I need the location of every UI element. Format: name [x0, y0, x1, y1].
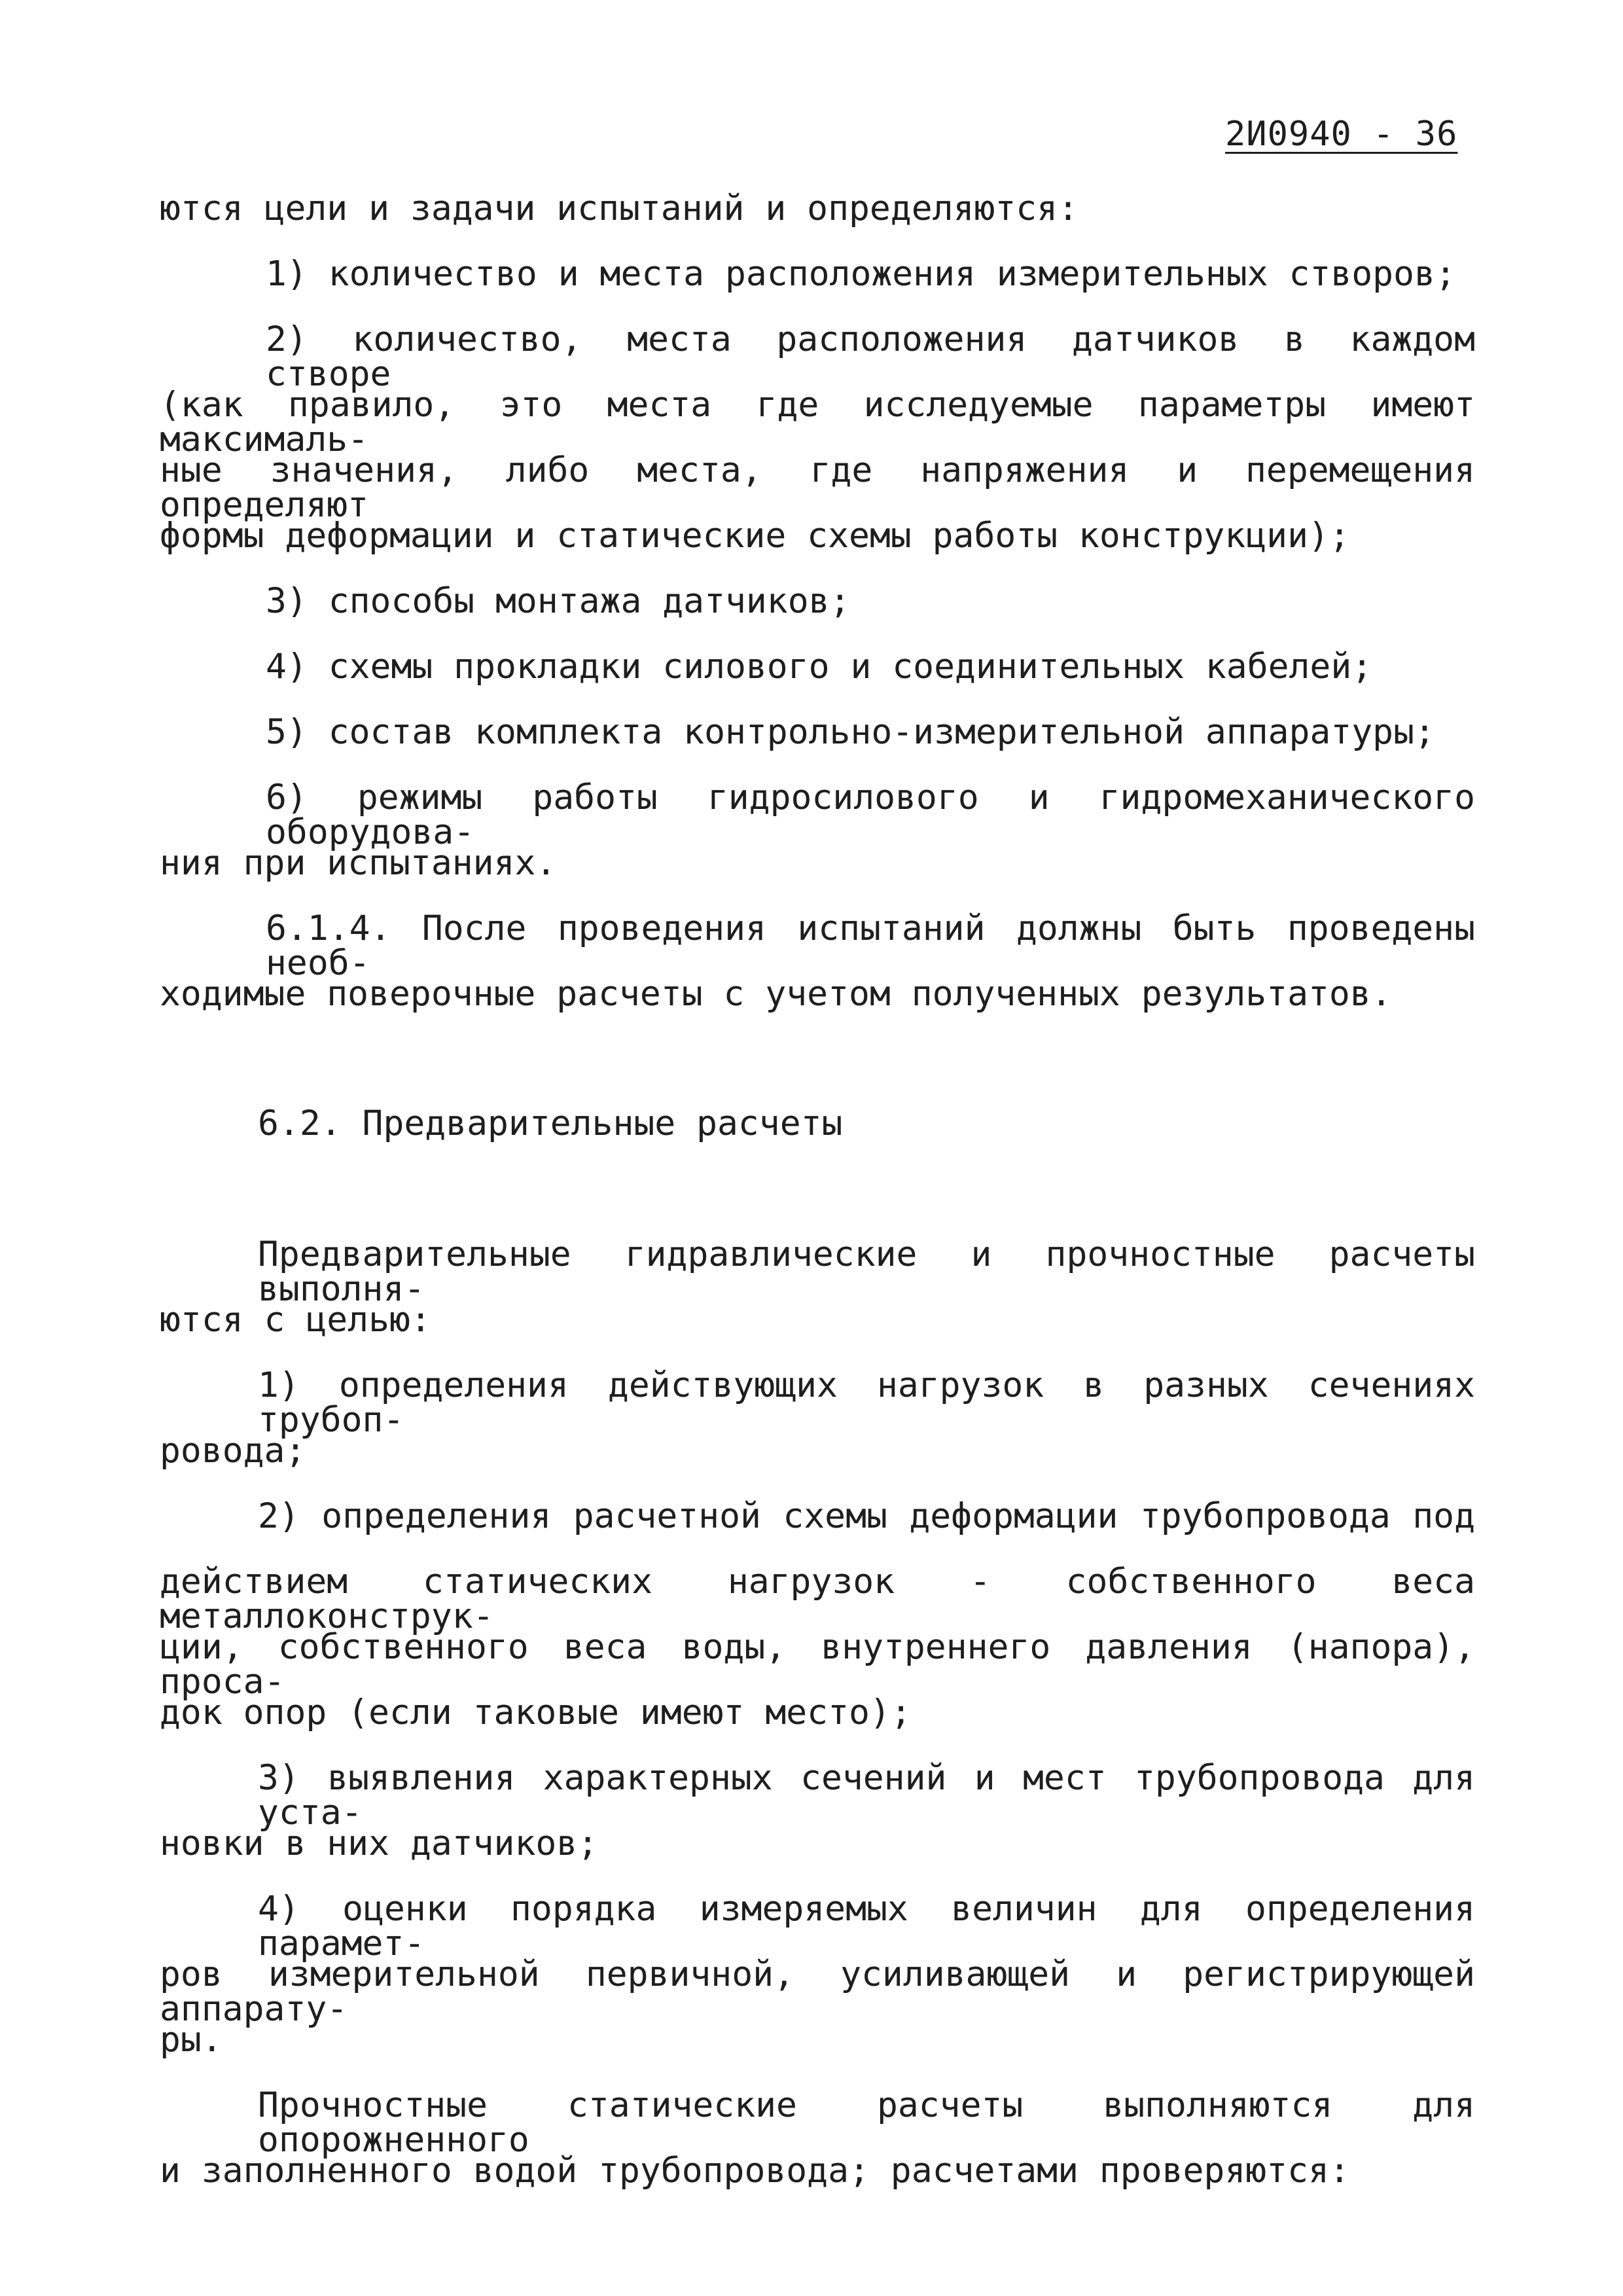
text-line: новки в них датчиков;	[160, 1823, 599, 1863]
text-line: 3) способы монтажа датчиков;	[266, 581, 851, 621]
text-line: ются с целью:	[160, 1300, 431, 1340]
text-line: ния при испытаниях.	[160, 843, 557, 883]
text-line: 4) оценки порядка измеряемых величин для определения парамет-	[258, 1889, 1475, 1964]
section-heading: 6.2. Предварительные расчеты	[258, 1103, 843, 1143]
text-line: формы деформации и статические схемы работы конструкции);	[160, 516, 1350, 556]
text-line: 6) режимы работы гидросилового и гидромеханического оборудова-	[266, 778, 1475, 852]
text-line: ходимые поверочные расчеты с учетом полученных результатов.	[160, 974, 1392, 1014]
text-line: ные значения, либо места, где напряжения и перемещения определяют	[160, 450, 1475, 525]
text-line: Предварительные гидравлические и прочностные расчеты выполня-	[258, 1234, 1475, 1309]
text-line: Прочностные статические расчеты выполняются для опорожненного	[258, 2085, 1475, 2160]
text-line: ровода;	[160, 1431, 306, 1471]
text-line: 2) определения расчетной схемы деформации трубопровода под	[258, 1496, 1475, 1536]
text-line: 6.1.4. После проведения испытаний должны быть проведены необ-	[266, 908, 1475, 983]
text-line: ров измерительной первичной, усиливающей и регистрирующей аппарату-	[160, 1954, 1475, 2029]
text-line: и заполненного водой трубопровода; расчетами проверяются:	[160, 2151, 1350, 2191]
text-line: 3) выявления характерных сечений и мест трубопровода для уста-	[258, 1758, 1475, 1833]
text-line: док опор (если таковые имеют место);	[160, 1693, 912, 1732]
text-line: 2) количество, места расположения датчиков в каждом створе	[266, 319, 1475, 394]
text-line: 4) схемы прокладки силового и соединительных кабелей;	[266, 647, 1373, 687]
text-line: (как правило, это места где исследуемые параметры имеют максималь-	[160, 385, 1475, 459]
text-line: 1) количество и места расположения измерительных створов;	[266, 254, 1456, 294]
text-line: действием статических нагрузок - собственного веса металлоконструк-	[160, 1562, 1475, 1636]
text-line: ции, собственного веса воды, внутреннего давления (напора), проса-	[160, 1627, 1475, 1702]
text-line: 1) определения действующих нагрузок в разных сечениях трубоп-	[258, 1365, 1475, 1440]
text-line: ются цели и задачи испытаний и определяются:	[160, 188, 1079, 228]
document-number: 2И0940 - 36	[1225, 115, 1458, 154]
text-line: ры.	[160, 2020, 223, 2060]
text-line: 5) состав комплекта контрольно-измерительной аппаратуры;	[266, 712, 1435, 752]
